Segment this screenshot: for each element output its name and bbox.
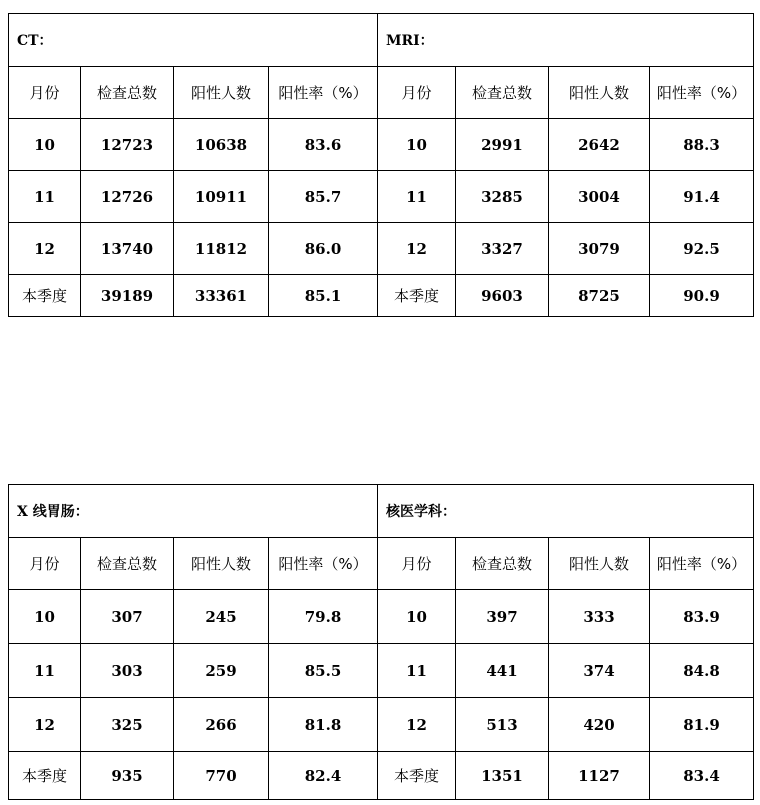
quarter-total-row (9, 275, 754, 317)
cell-rate: 84.8 (650, 644, 754, 698)
cell-rate: 86.0 (269, 223, 378, 275)
table-row (9, 590, 754, 644)
cell-positive: 3004 (549, 171, 650, 223)
cell-positive: 374 (549, 644, 650, 698)
cell-total: 9603 (456, 275, 549, 317)
cell-positive: 1127 (549, 752, 650, 800)
cell-positive: 33361 (174, 275, 269, 317)
column-header-month: 月份 (9, 538, 81, 590)
cell-month: 本季度 (378, 275, 456, 317)
cell-rate: 90.9 (650, 275, 754, 317)
ct-mri-table (8, 13, 754, 317)
cell-rate: 85.1 (269, 275, 378, 317)
cell-month: 本季度 (378, 752, 456, 800)
quarter-total-row (9, 752, 754, 800)
column-header-total: 检查总数 (81, 538, 174, 590)
table-row (9, 119, 754, 171)
ct-section-title: CT： (9, 14, 378, 67)
cell-positive: 11812 (174, 223, 269, 275)
cell-positive: 10638 (174, 119, 269, 171)
cell-positive: 770 (174, 752, 269, 800)
mri-section-title: MRI： (378, 14, 754, 67)
column-header-rate: 阳性率（%） (269, 538, 378, 590)
cell-month: 10 (378, 590, 456, 644)
cell-rate: 88.3 (650, 119, 754, 171)
cell-rate: 85.7 (269, 171, 378, 223)
cell-month: 10 (378, 119, 456, 171)
table-row (9, 223, 754, 275)
column-header-rate: 阳性率（%） (269, 67, 378, 119)
column-header-positive: 阳性人数 (549, 67, 650, 119)
cell-rate: 81.9 (650, 698, 754, 752)
cell-rate: 79.8 (269, 590, 378, 644)
cell-total: 935 (81, 752, 174, 800)
column-header-positive: 阳性人数 (174, 67, 269, 119)
column-header-total: 检查总数 (456, 538, 549, 590)
nuclear-medicine-section-title: 核医学科： (378, 485, 754, 538)
cell-month: 11 (9, 171, 81, 223)
table-row (9, 644, 754, 698)
cell-rate: 91.4 (650, 171, 754, 223)
cell-positive: 259 (174, 644, 269, 698)
xray-nuclear-table (8, 484, 754, 800)
cell-positive: 333 (549, 590, 650, 644)
cell-rate: 83.4 (650, 752, 754, 800)
column-header-rate: 阳性率（%） (650, 67, 754, 119)
cell-rate: 83.6 (269, 119, 378, 171)
cell-month: 11 (378, 644, 456, 698)
cell-total: 325 (81, 698, 174, 752)
cell-total: 397 (456, 590, 549, 644)
cell-total: 303 (81, 644, 174, 698)
column-header-positive: 阳性人数 (174, 538, 269, 590)
cell-total: 441 (456, 644, 549, 698)
column-header-total: 检查总数 (456, 67, 549, 119)
cell-positive: 10911 (174, 171, 269, 223)
cell-total: 307 (81, 590, 174, 644)
table-row (9, 171, 754, 223)
cell-rate: 81.8 (269, 698, 378, 752)
cell-total: 12723 (81, 119, 174, 171)
cell-positive: 245 (174, 590, 269, 644)
cell-positive: 420 (549, 698, 650, 752)
cell-month: 本季度 (9, 275, 81, 317)
column-header-month: 月份 (378, 67, 456, 119)
cell-month: 本季度 (9, 752, 81, 800)
column-header-positive: 阳性人数 (549, 538, 650, 590)
xray-gi-section-title: X 线胃肠： (9, 485, 378, 538)
column-header-month: 月份 (9, 67, 81, 119)
cell-positive: 3079 (549, 223, 650, 275)
cell-total: 513 (456, 698, 549, 752)
cell-month: 10 (9, 119, 81, 171)
cell-total: 39189 (81, 275, 174, 317)
cell-total: 3285 (456, 171, 549, 223)
cell-total: 3327 (456, 223, 549, 275)
cell-total: 12726 (81, 171, 174, 223)
table-row (9, 698, 754, 752)
cell-rate: 85.5 (269, 644, 378, 698)
cell-rate: 92.5 (650, 223, 754, 275)
column-header-total: 检查总数 (81, 67, 174, 119)
cell-rate: 82.4 (269, 752, 378, 800)
cell-month: 12 (9, 698, 81, 752)
cell-total: 2991 (456, 119, 549, 171)
cell-total: 13740 (81, 223, 174, 275)
cell-month: 12 (378, 223, 456, 275)
cell-month: 12 (378, 698, 456, 752)
column-header-month: 月份 (378, 538, 456, 590)
cell-month: 12 (9, 223, 81, 275)
cell-positive: 266 (174, 698, 269, 752)
cell-positive: 8725 (549, 275, 650, 317)
cell-positive: 2642 (549, 119, 650, 171)
column-header-rate: 阳性率（%） (650, 538, 754, 590)
cell-total: 1351 (456, 752, 549, 800)
cell-month: 10 (9, 590, 81, 644)
cell-month: 11 (378, 171, 456, 223)
cell-month: 11 (9, 644, 81, 698)
cell-rate: 83.9 (650, 590, 754, 644)
